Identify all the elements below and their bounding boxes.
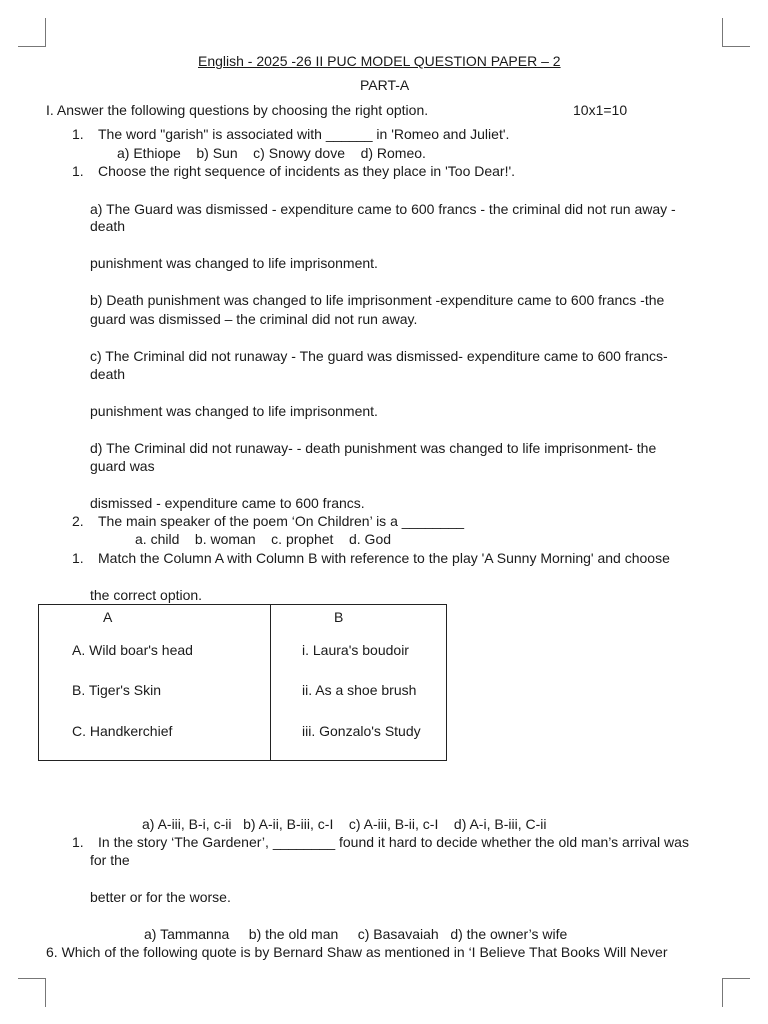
q2-option-d-line2: guard was [90,458,155,474]
q6-text: 6. Which of the following quote is by Bernard Shaw as mentioned in ‘I Believe That Books Will Never [46,944,668,960]
column-b-row-3: iii. Gonzalo's Study [302,723,421,739]
q2-number: 1. [72,163,84,179]
q5-text-continued: for the [90,852,130,868]
crop-mark-top-left [18,18,46,47]
q5-text: In the story ‘The Gardener’, ________ found it hard to decide whether the old man’s arrival was [98,834,689,850]
q2-option-a-line3: punishment was changed to life imprisonment. [90,255,378,271]
match-table [38,604,447,761]
q3-number: 2. [72,513,84,529]
section-instruction: I. Answer the following questions by choosing the right option. [46,102,429,118]
q2-option-c-line1: c) The Criminal did not runaway - The guard was dismissed- expenditure came to 600 francs- [90,348,668,364]
crop-mark-bottom-left [18,978,46,1007]
column-a [39,605,271,761]
column-a-header: A [103,609,113,625]
q2-option-a-line2: death [90,218,126,234]
q2-option-b-line2: guard was dismissed – the criminal did not run away. [90,311,418,327]
part-heading: PART-A [360,77,410,93]
column-b-row-2: ii. As a shoe brush [302,682,417,698]
q4-text: Match the Column A with Column B with reference to the play 'A Sunny Morning' and choose [98,550,670,566]
section-marks: 10x1=10 [573,102,628,118]
q5-text-continued-2: better or for the worse. [90,889,231,905]
column-b-row-1: i. Laura's boudoir [302,642,409,658]
column-b [271,605,447,761]
q2-option-d-line1: d) The Criminal did not runaway- - death punishment was changed to life imprisonment- the [90,440,657,456]
q5-options: a) Tammanna b) the old man c) Basavaiah d) the owner’s wife [144,926,568,942]
q2-text: Choose the right sequence of incidents as they place in 'Too Dear!'. [98,163,516,179]
q3-text: The main speaker of the poem ‘On Children’ is a ________ [98,513,465,529]
column-b-header: B [334,609,344,625]
paper-title: English - 2025 -26 II PUC MODEL QUESTION PAPER – 2 [198,53,561,69]
column-a-row-1: A. Wild boar's head [72,642,193,658]
crop-mark-top-right [722,18,750,47]
q4-options: a) A-iii, B-i, c-ii b) A-ii, B-iii, c-I c) A-iii, B-ii, c-I d) A-i, B-iii, C-ii [142,816,547,832]
q5-number: 1. [72,834,84,850]
q4-number: 1. [72,550,84,566]
q1-number: 1. [72,126,84,142]
q1-text: The word "garish" is associated with ______ in 'Romeo and Juliet'. [98,126,510,142]
q2-option-c-line2: death [90,366,126,382]
q2-option-b-line1: b) Death punishment was changed to life imprisonment -expenditure came to 600 francs -the [90,292,665,308]
column-a-row-2: B. Tiger's Skin [72,682,162,698]
q2-option-c-line3: punishment was changed to life imprisonment. [90,403,378,419]
q2-option-d-line3: dismissed - expenditure came to 600 francs. [90,495,365,511]
crop-mark-bottom-right [722,978,750,1007]
column-a-row-3: C. Handkerchief [72,723,173,739]
q3-options: a. child b. woman c. prophet d. God [135,531,392,547]
q1-options: a) Ethiope b) Sun c) Snowy dove d) Romeo. [117,145,426,161]
q4-text-continued: the correct option. [90,587,203,603]
q2-option-a-line1: a) The Guard was dismissed - expenditure came to 600 francs - the criminal did not run away - [90,201,676,217]
